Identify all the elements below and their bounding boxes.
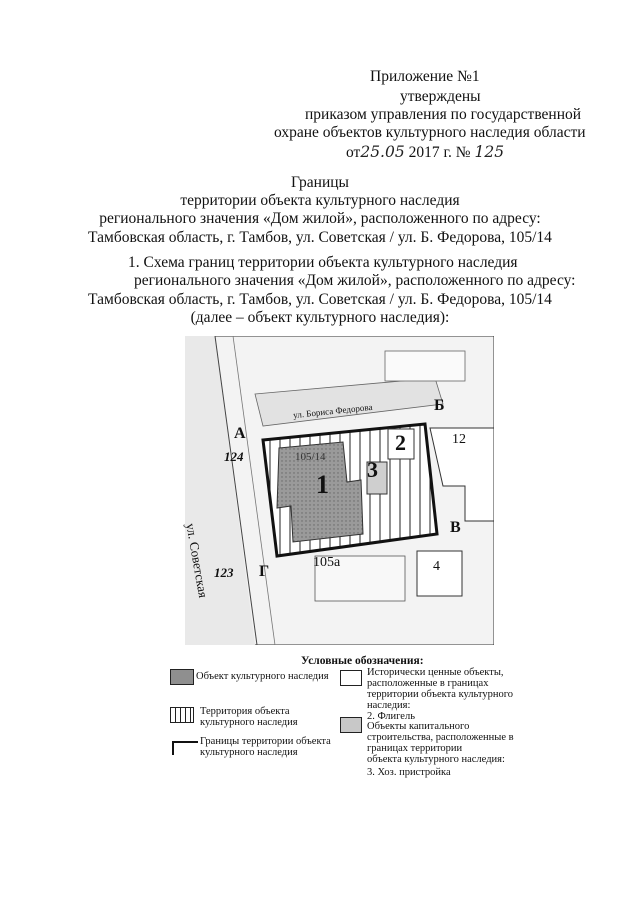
boundary-scheme-map — [185, 336, 494, 645]
label-12: 12 — [452, 432, 466, 447]
point-b: Б — [434, 397, 445, 414]
legend-territory-swatch — [170, 707, 194, 723]
legend-historic-line-4: наследия: — [367, 700, 411, 711]
point-v: В — [450, 519, 461, 536]
legend-historic-line-2: расположенные в границах — [367, 678, 489, 689]
legend-heritage-label: Объект культурного наследия — [196, 671, 329, 682]
legend-capital-swatch — [340, 717, 362, 733]
legend-territory-line-1: Территория объекта — [200, 706, 290, 717]
label-105-14: 105/14 — [295, 451, 326, 463]
legend-boundary-swatch — [172, 741, 198, 755]
order-line-2: охране объектов культурного наследия области — [274, 124, 586, 141]
order-date-line — [346, 143, 504, 162]
legend-historic-label — [367, 667, 513, 711]
label-4: 4 — [433, 559, 440, 574]
building-north — [385, 351, 465, 381]
label-105a: 105а — [313, 555, 341, 570]
street-sovetskaya-label: ул. Советская — [183, 522, 212, 599]
legend-historic-swatch — [340, 670, 362, 686]
date-prefix: от — [346, 144, 361, 161]
legend-historic-item-2: 2. Флигель — [367, 711, 415, 722]
section1-line-4: (далее – объект культурного наследия): — [190, 309, 450, 326]
legend-territory-label — [200, 706, 298, 728]
point-g: Г — [259, 563, 270, 580]
legend-capital-line-1: Объекты капитального — [367, 721, 470, 732]
section1-line-1: 1. Схема границ территории объекта культурного наследия — [128, 254, 518, 271]
title-line-3: регионального значения «Дом жилой», расположенного по адресу: — [99, 210, 541, 227]
legend-heritage-swatch — [170, 669, 194, 685]
legend-historic-line-3: территории объекта культурного — [367, 689, 514, 700]
street-fedorova-label: ул. Бориса Федорова — [292, 401, 373, 421]
order-line-1: приказом управления по государственной — [305, 106, 582, 123]
zone-2-label: 2 — [395, 430, 406, 455]
handwritten-number: 125 — [474, 143, 505, 161]
legend-boundary-line-1: Границы территории объекта — [200, 736, 331, 747]
title-line-4: Тамбовская область, г. Тамбов, ул. Советская / ул. Б. Федорова, 105/14 — [88, 229, 552, 246]
legend-historic-line-1: Исторически ценные объекты, — [367, 667, 504, 678]
legend-capital-line-2: строительства, расположенные в — [367, 732, 514, 743]
title-line-2: территории объекта культурного наследия — [180, 192, 460, 209]
title-line-1: Границы — [291, 174, 349, 191]
legend-capital-item-3: 3. Хоз. пристройка — [367, 767, 451, 778]
zone-3-label: 3 — [367, 457, 378, 482]
section1-line-3: Тамбовская область, г. Тамбов, ул. Советская / ул. Б. Федорова, 105/14 — [88, 291, 552, 308]
legend-boundary-label — [200, 736, 331, 758]
approved-label: утверждены — [400, 88, 481, 105]
appendix-label: Приложение №1 — [370, 68, 480, 85]
legend-territory-line-2: культурного наследия — [200, 717, 298, 728]
date-suffix: 2017 г. № — [408, 144, 471, 161]
label-123: 123 — [214, 565, 234, 580]
legend-capital-line-3: границах территории — [367, 743, 463, 754]
legend-title: Условные обозначения: — [301, 655, 424, 667]
handwritten-date: 25.05 — [360, 143, 405, 161]
section1-line-2: регионального значения «Дом жилой», расположенного по адресу: — [134, 272, 576, 289]
zone-1-label: 1 — [316, 470, 329, 499]
legend-boundary-line-2: культурного наследия — [200, 747, 298, 758]
point-a: А — [234, 425, 246, 442]
legend-capital-label — [367, 721, 514, 765]
label-124: 124 — [224, 449, 244, 464]
legend-capital-line-4: объекта культурного наследия: — [367, 754, 505, 765]
